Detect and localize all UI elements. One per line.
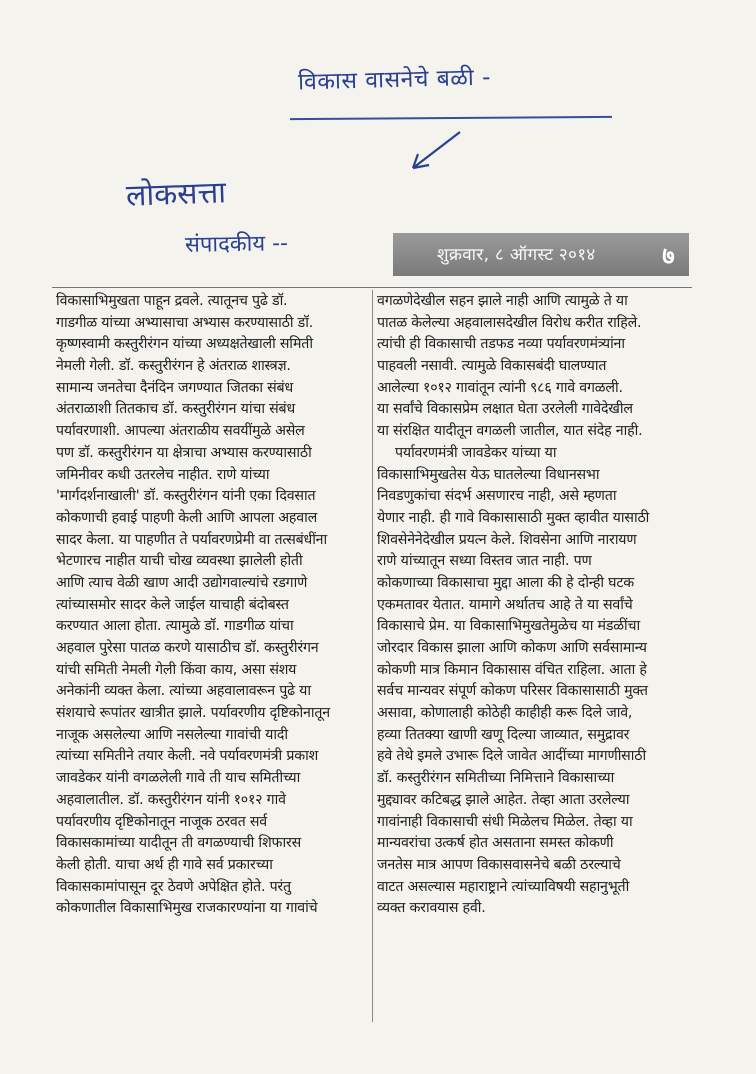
article-line: जमिनीवर कधी उतरलेच नाहीत. राणे यांच्या [56,466,270,483]
issue-date: शुक्रवार, ८ ऑगस्ट २०१४ [437,245,596,265]
article-line: विकासाचे प्रेम. या विकासाभिमुखतेमुळेच या मंडळींचा [377,618,640,635]
article-line: पातळ केलेल्या अहवालासदेखील विरोध करीत राहिले. [377,314,642,331]
article-line: कोकणाची हवाई पाहणी केली आणि आपला अहवाल [56,509,318,526]
handwritten-title-note: विकास वासनेचे बळी - [297,64,492,96]
article-line: भेटणारच नाहीत याची चोख व्यवस्था झालेली होती [56,553,303,570]
article-line: संशयाचे रूपांतर खात्रीत झाले. पर्यावरणीय दृष्टिकोनातून [56,705,330,722]
handwritten-section-name: संपादकीय -- [184,231,289,258]
article-line: कोकणी मात्र किमान विकासास वंचित राहिला. आता हे [377,661,647,678]
article-line: जनतेस मात्र आपण विकासवासनेचे बळी ठरल्याचे [377,856,621,873]
article-line: केली होती. याचा अर्थ ही गावे सर्व प्रकारच्या [56,856,273,873]
article-line: 'मार्गदर्शनाखाली' डॉ. कस्तुरीरंगन यांनी एका दिवसात [56,488,316,505]
article-line: नेमली गेली. डॉ. कस्तुरीरंगन हे अंतराळ शास्त्रज्ञ. [56,358,291,375]
article-line: आणि त्याच वेळी खाण आदी उद्योगवाल्यांचे रडगाणे [56,574,308,591]
article-line: या संरक्षित यादीतून वगळली जातील, यात संदेह नाही. [377,423,643,440]
article-line: वगळणेदेखील सहन झाले नाही आणि त्यामुळे ते या [377,293,628,309]
article-line: मान्यवरांचा उत्कर्ष होत असताना समस्त कोकणी [377,835,614,852]
article-column-left [56,291,368,920]
article-line: जोरदार विकास झाला आणि कोकण आणि सर्वसामान्य [377,640,647,656]
article-line: विकासाभिमुखता पाहून द्रवले. त्यातूनच पुढे डॉ. [56,293,288,309]
article-line: नाजूक असलेल्या आणि नसलेल्या गावांची यादी [56,726,288,743]
date-banner [393,233,689,276]
article-line: मुद्द्यावर कटिबद्ध झाले आहेत. तेव्हा आता उरलेल्या [377,791,630,808]
article-line: गाडगीळ यांच्या अभ्यासाचा अभ्यास करण्यासाठी डॉ. [56,314,313,331]
article-line: अहवाल पुरेसा पातळ करणे यासाठीच डॉ. कस्तुरीरंगन [56,640,319,656]
article-line: व्यक्त करावयास हवी. [377,900,486,917]
article-line: एकमतावर येतात. यामागे अर्थातच आहे ते या सर्वांचे [377,596,633,613]
article-line: विकासकामांच्या यादीतून ती वगळण्याची शिफारस [56,835,301,852]
article-line: राणे यांच्यातून सध्या विस्तव जात नाही. पण [377,553,592,570]
article-line: शिवसेनेनेदेखील प्रयत्न केले. शिवसेना आणि नारायण [377,531,637,548]
article-line: यांची समिती नेमली गेली किंवा काय, असा संशय [56,661,297,678]
article-line: अंतराळाशी तितकाच डॉ. कस्तुरीरंगन यांचा संबंध [56,401,295,418]
page-number: ७ [662,242,675,270]
article-line: आलेल्या १०१२ गावांतून त्यांनी ९८६ गावे वगळली. [377,379,623,396]
article-line: पर्यावरणीय दृष्टिकोनातून नाजूक ठरवत सर्व [56,813,267,830]
article-line: गावांनाही विकासाची संधी मिळेलच मिळेल. तेव्हा या [377,813,633,830]
article-line: पर्यावरणाशी. आपल्या अंतराळीय सवयींमुळे असेल [56,423,305,440]
article-line: हवे तेथे इमले उभारू दिले जावेत आदींच्या मागणीसाठी [377,748,646,765]
article-line: अहवालातील. डॉ. कस्तुरीरंगन यांनी १०१२ गावे [56,791,286,808]
article-line: वाटत असल्यास महाराष्ट्राने त्यांच्याविषयी सहानुभूती [377,878,630,895]
article-line: सर्वच मान्यवर संपूर्ण कोकण परिसर विकासासाठी मुक्त [377,683,648,700]
article-line: कृष्णस्वामी कस्तुरीरंगन यांच्या अध्यक्षतेखाली समिती [56,336,313,353]
handwritten-newspaper-name: लोकसत्ता [125,175,227,214]
article-line: डॉ. कस्तुरीरंगन समितीच्या निमित्ताने विकासाच्या [377,770,615,787]
column-divider [372,290,373,1022]
article-line: अनेकांनी व्यक्त केला. त्यांच्या अहवालावरून पुढे या [56,683,311,700]
article-line: कोकणातील विकासाभिमुख राजकारण्यांना या गावांचे [56,900,318,917]
article-line: पण डॉ. कस्तुरीरंगन या क्षेत्राचा अभ्यास करण्यासाठी [56,444,312,461]
article-line: येणार नाही. ही गावे विकासासाठी मुक्त व्हावीत यासाठी [377,509,650,526]
column-top-rule [52,287,692,288]
article-line: विकासकामांपासून दूर ठेवणे अपेक्षित होते. परंतु [56,878,291,895]
article-column-right [377,291,689,920]
article-line: हव्या तितक्या खाणी खणू दिल्या जाव्यात, समुद्रावर [377,726,630,743]
article-line: सादर केला. या पाहणीत ते पर्यावरणप्रेमी वा तत्सबंधींना [56,531,328,548]
article-line: पर्यावरणमंत्री जावडेकर यांच्या या [395,444,557,461]
article-line: त्यांच्या समितीने तयार केली. नवे पर्यावरणमंत्री प्रकाश [56,748,319,765]
handwritten-arrow-icon [405,128,465,176]
article-line: त्यांची ही विकासाची तडफड नव्या पर्यावरणमंत्र्यांना [377,336,625,353]
article-line: पाहवली नसावी. त्यामुळे विकासबंदी घालण्यात [377,358,607,375]
article-line: सामान्य जनतेचा दैनंदिन जगण्यात जितका संबंध [56,379,293,396]
article-line: विकासाभिमुखतेस येऊ घातलेल्या विधानसभा [377,466,600,483]
article-line: असावा, कोणालाही कोठेही काहीही करू दिले जावे, [377,705,633,722]
article-line: त्यांच्यासमोर सादर केले जाईल याचाही बंदोबस्त [56,596,289,613]
article-line: निवडणुकांचा संदर्भ असणारच नाही, असे म्हणता [377,488,617,505]
article-line: जावडेकर यांनी वगळलेली गावे ती याच समितीच्या [56,770,301,787]
article-line: कोकणाच्या विकासाचा मुद्दा आला की हे दोन्ही घटक [377,574,634,591]
handwritten-underline [290,116,612,120]
article-line: करण्यात आला होता. त्यामुळे डॉ. गाडगीळ यांचा [56,618,294,635]
article-line: या सर्वांचे विकासप्रेम लक्षात घेता उरलेली गावेदेखील [377,401,633,418]
